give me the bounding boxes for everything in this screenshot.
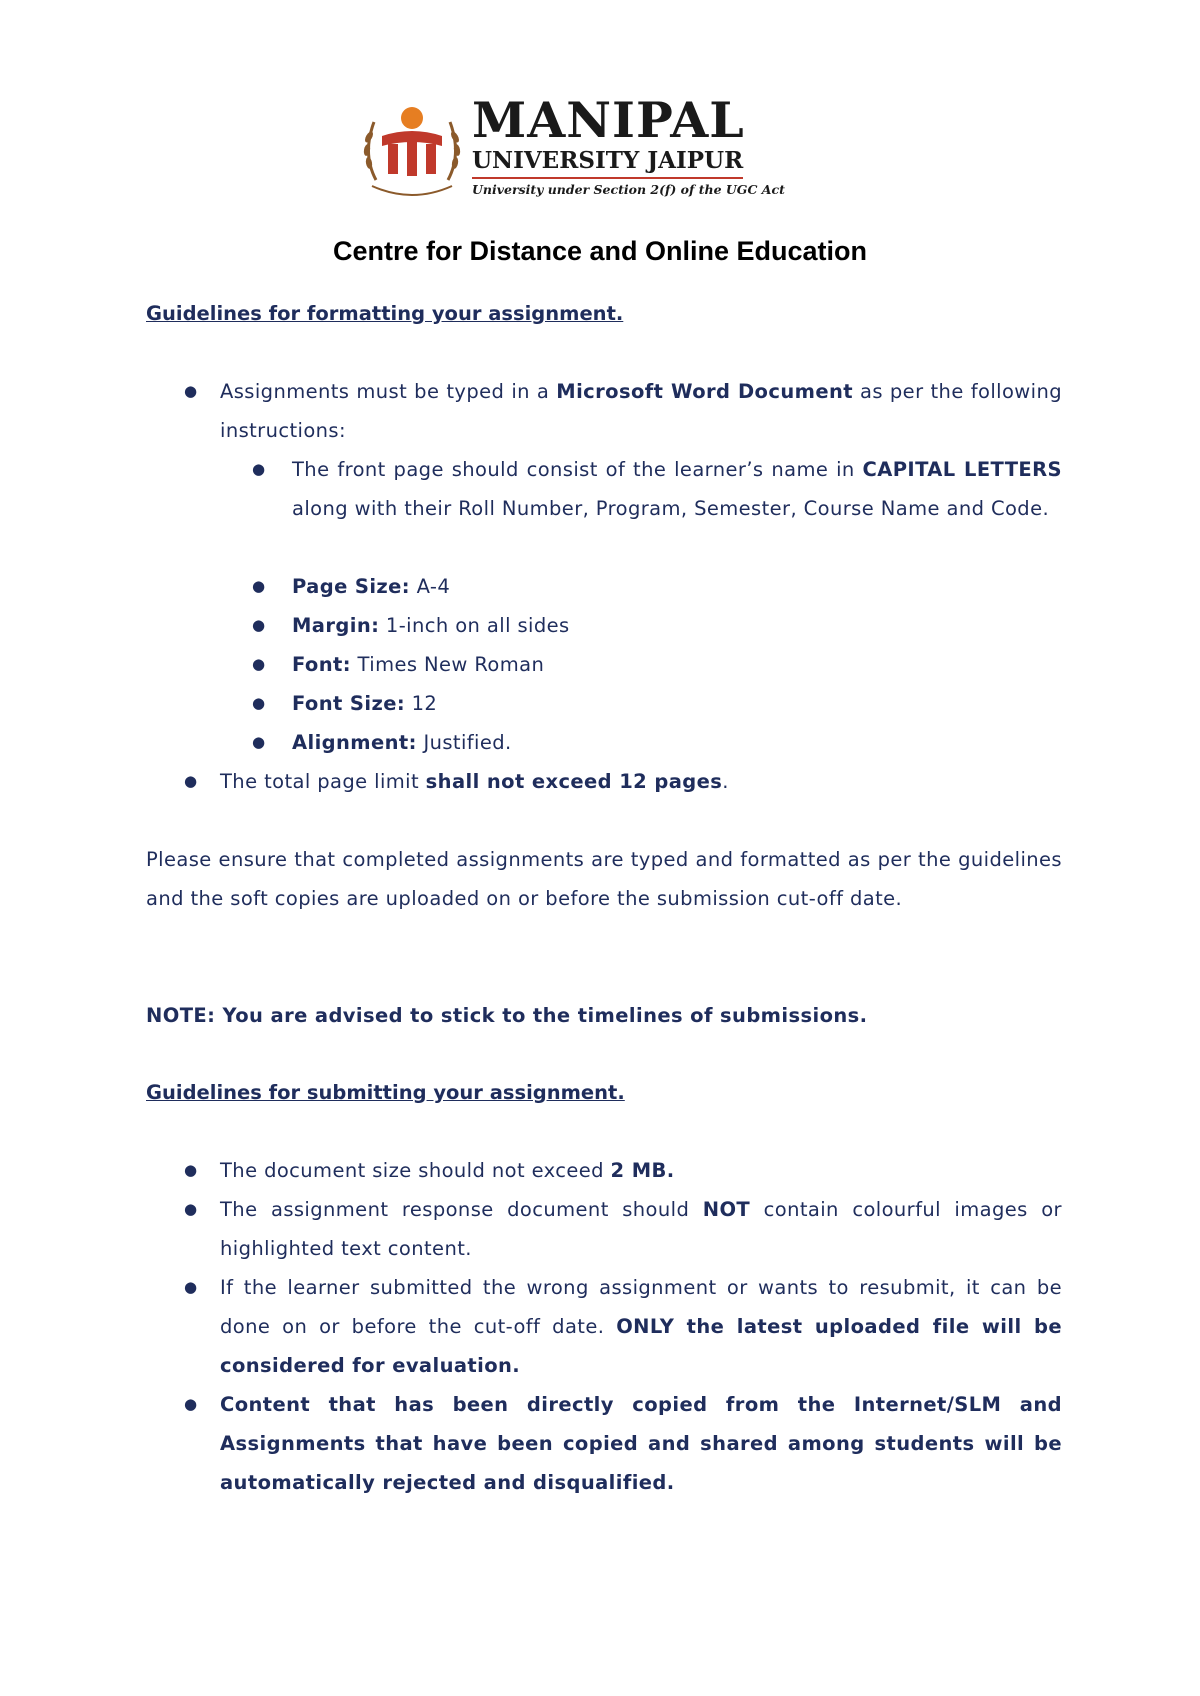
label: Margin:: [292, 614, 380, 637]
bullet-icon: ●: [252, 460, 266, 478]
university-emblem: [352, 92, 472, 212]
text: contain colourful images or highlighted text content.: [220, 1198, 1062, 1260]
text: along with their Roll Number, Program, Semester, Course Name and Code.: [292, 497, 1050, 520]
label: Alignment:: [292, 731, 417, 754]
value: A-4: [410, 575, 451, 598]
text: The total page limit: [220, 770, 426, 793]
logo-tagline: University under Section 2(f) of the UGC Act: [472, 182, 785, 197]
bold-text: NOT: [702, 1198, 751, 1221]
bold-text: Microsoft Word Document: [556, 380, 853, 403]
bold-text: CAPITAL LETTERS: [862, 458, 1062, 481]
bullet-icon: ●: [252, 655, 266, 673]
text: Assignments must be typed in a: [220, 380, 557, 403]
submitting-heading: Guidelines for submitting your assignment.: [146, 1081, 625, 1104]
text: as per the following instructions:: [220, 380, 1062, 442]
bold-text: 2 MB.: [610, 1159, 675, 1182]
value: 1-inch on all sides: [379, 614, 570, 637]
bullet-icon: ●: [252, 694, 266, 712]
text: The front page should consist of the learner’s name in: [292, 458, 863, 481]
bold-text: Content that has been directly copied from the Internet/SLM and Assignments that have been copied and shared among students will be automatically rejected and disqualified.: [220, 1393, 1062, 1494]
text: The assignment response document should: [220, 1198, 703, 1221]
label: Font:: [292, 653, 351, 676]
logo-wordmark: [472, 92, 802, 201]
page-title: Centre for Distance and Online Education: [332, 236, 868, 266]
text: The document size should not exceed: [220, 1159, 611, 1182]
bullet-icon: ●: [184, 1161, 198, 1179]
logo-subtitle: UNIVERSITY JAIPUR: [472, 148, 743, 179]
bullet-icon: ●: [252, 733, 266, 751]
university-logo: [352, 92, 802, 212]
value: Justified.: [416, 731, 512, 754]
bold-text: ONLY the latest uploaded file will be considered for evaluation.: [220, 1315, 1062, 1377]
text: If the learner submitted the wrong assignment or wants to resubmit, it can be done on or before the cut-off date.: [220, 1276, 1062, 1338]
ensure-paragraph: Please ensure that completed assignments are typed and formatted as per the guidelines and the soft copies are uploaded on or before the submission cut-off date.: [146, 848, 1062, 910]
formatting-heading: Guidelines for formatting your assignment.: [146, 302, 624, 325]
label: Font Size:: [292, 692, 406, 715]
bold-text: shall not exceed 12 pages: [425, 770, 723, 793]
bullet-icon: ●: [184, 1200, 198, 1218]
bullet-icon: ●: [184, 1278, 198, 1296]
bullet-icon: ●: [184, 382, 198, 400]
label: Page Size:: [292, 575, 411, 598]
bullet-icon: ●: [252, 616, 266, 634]
logo-title: MANIPAL: [472, 91, 745, 149]
value: 12: [405, 692, 438, 715]
bullet-icon: ●: [252, 577, 266, 595]
bullet-icon: ●: [184, 772, 198, 790]
text: .: [722, 770, 729, 793]
note-text: NOTE: You are advised to stick to the timelines of submissions.: [146, 1004, 868, 1027]
bullet-icon: ●: [184, 1395, 198, 1413]
value: Times New Roman: [350, 653, 545, 676]
